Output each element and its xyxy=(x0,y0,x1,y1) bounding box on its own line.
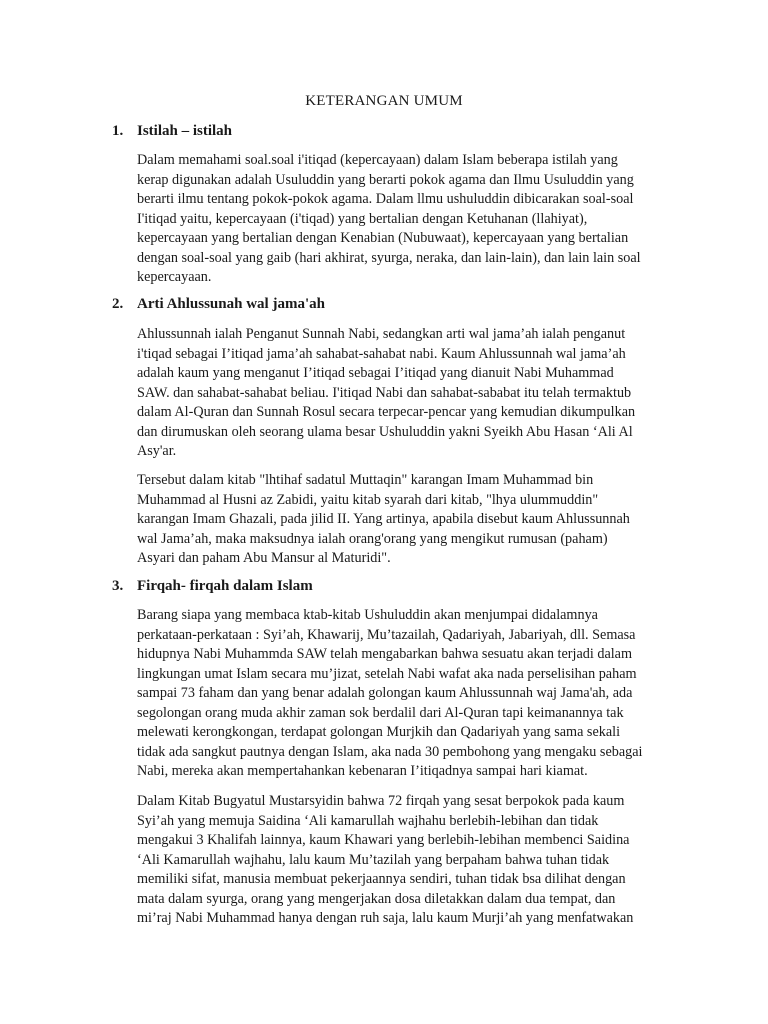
paragraph xyxy=(137,151,677,288)
section-heading-3 xyxy=(112,578,313,595)
paragraph-line: Dalam memahami soal.soal i'itiqad (kepercayaan) dalam Islam beberapa istilah yang xyxy=(137,152,618,168)
paragraph-line: SAW. dan sahabat-sahabat beliau. I'itiqad Nabi dan sahabat-sababat itu telah termaktub xyxy=(137,384,632,401)
paragraph-line: sampai 73 faham dan yang benar adalah golongan kaum Ahlussunnah waj Jama'ah, ada xyxy=(137,685,633,701)
paragraph-line: kepercayaan yang bertalian dengan Kenabian (Nubuwaat), kepercayaan yang bertalian xyxy=(137,230,629,246)
paragraph xyxy=(137,471,677,569)
paragraph-line: Asyari dan paham Abu Mansur al Maturidi". xyxy=(137,550,391,566)
paragraph-line: mata dalam syurga, orang yang mengerjakan dosa diletakkan dalam dua tempat, dan xyxy=(137,890,616,907)
paragraph-line: Syi’ah yang memuja Saidina ‘Ali kamarullah wajhahu berlebih-lebihan dan tidak xyxy=(137,812,599,829)
paragraph-line: ‘Ali Kamarullah wajhahu, lalu kaum Mu’tazilah yang berpaham bahwa tuhan tidak xyxy=(137,851,610,868)
section-heading-1 xyxy=(112,123,232,140)
paragraph-line: Barang siapa yang membaca ktab-kitab Ushuluddin akan menjumpai didalamnya xyxy=(137,607,598,623)
paragraph-line: Asy'ar. xyxy=(137,443,177,459)
paragraph-line: karangan Imam Ghazali, pada jilid II. Yang artinya, apabila disebut kaum Ahlussunnah xyxy=(137,511,630,527)
section-title: Arti Ahlussunah wal jama'ah xyxy=(137,296,325,312)
paragraph-line: segolongan orang muda akhir zaman sok berdalil dari Al-Quran tapi keimanannya tak xyxy=(137,704,624,721)
section-title: Firqah- firqah dalam Islam xyxy=(137,578,313,594)
paragraph-line: dan dirumuskan oleh seorang ulama besar Ushuluddin yakni Syeikh Abu Hasan ‘Ali Al xyxy=(137,423,633,440)
paragraph-line: kerap digunakan adalah Usuluddin yang berarti pokok agama dan Ilmu Usuluddin yang xyxy=(137,171,634,188)
paragraph-line: memiliki sifat, manusia membuat pekerjaannya sendiri, tuhan tidak bsa dilihat dengan xyxy=(137,871,626,887)
section-number: 3. xyxy=(112,578,124,594)
paragraph-line: mi’raj Nabi Muhammad hanya dengan ruh saja, lalu kaum Murji’ah yang menfatwakan xyxy=(137,910,634,926)
paragraph-line: berarti ilmu tentang pokok-pokok agama. Dalam llmu ushuluddin dibicarakan soal-soal xyxy=(137,191,634,207)
paragraph-line: tidak ada sangkut pautnya dengan Islam, aka nada 30 pembohong yang mengaku sebagai xyxy=(137,743,643,760)
paragraph-line: hidupnya Nabi Muhammda SAW telah mengabarkan bahwa sesuatu akan terjadi dalam xyxy=(137,646,633,662)
section-heading-2 xyxy=(112,296,325,313)
section-number: 2. xyxy=(112,296,124,312)
paragraph xyxy=(137,606,677,782)
paragraph-line: adalah kaum yang menganut I’itiqad sebagai I’itiqad yang dianuit Nabi Muhammad xyxy=(137,365,614,381)
paragraph-line: Dalam Kitab Bugyatul Mustarsyidin bahwa 72 firqah yang sesat berpokok pada kaum xyxy=(137,793,625,809)
paragraph-line: Tersebut dalam kitab "lhtihaf sadatul Muttaqin" karangan Imam Muhammad bin xyxy=(137,472,594,488)
document-title: KETERANGAN UMUM xyxy=(305,93,463,109)
paragraph xyxy=(137,325,677,462)
paragraph-line: I'itiqad yaitu, kepercayaan (i'tiqad) yang bertalian dengan Ketuhanan (llahiyat), xyxy=(137,210,588,227)
paragraph-line: mengakui 3 Khalifah lainnya, kaum Khawari yang berlebih-lebihan membenci Saidina xyxy=(137,832,630,848)
paragraph-line: lingkungan umat Islam secara mu’jizat, setelah Nabi wafat aka nada perselisihan paham xyxy=(137,665,637,682)
paragraph-line: dalam Al-Quran dan Sunnah Rosul secara terpecar-pencar yang kemudian dikumpulkan xyxy=(137,404,636,420)
paragraph-line: wal Jama’ah, maka maksudnya ialah orang'orang yang mengikut rumusan (paham) xyxy=(137,530,608,547)
paragraph-line: Muhammad al Husni az Zabidi, yaitu kitab syarah dari kitab, "lhya ulummuddin" xyxy=(137,491,599,508)
paragraph-line: melewati kerongkongan, terdapat golongan Murjkih dan Qadariyah yang sama sekali xyxy=(137,724,621,740)
paragraph-line: Nabi, mereka akan mempertahankan kebenaran I’itiqadnya sampai hari kiamat. xyxy=(137,763,588,779)
paragraph-line: Ahlussunnah ialah Penganut Sunnah Nabi, sedangkan arti wal jama’ah ialah penganut xyxy=(137,326,626,342)
section-number: 1. xyxy=(112,123,124,139)
section-title: Istilah – istilah xyxy=(137,123,233,139)
paragraph xyxy=(137,792,677,929)
paragraph-line: dengan soal-soal yang gaib (hari akhirat, syurga, neraka, dan lain-lain), dan lain lain soal xyxy=(137,249,641,266)
paragraph-line: kepercayaan. xyxy=(137,269,212,285)
paragraph-line: perkataan-perkataan : Syi’ah, Khawarij, Mu’tazailah, Qadariyah, Jabariyah, dll. Semasa xyxy=(137,626,636,643)
paragraph-line: i'tiqad sebagai I’itiqad jama’ah sahabat-sahabat nabi. Kaum Ahlussunnah wal jama’ah xyxy=(137,345,626,362)
